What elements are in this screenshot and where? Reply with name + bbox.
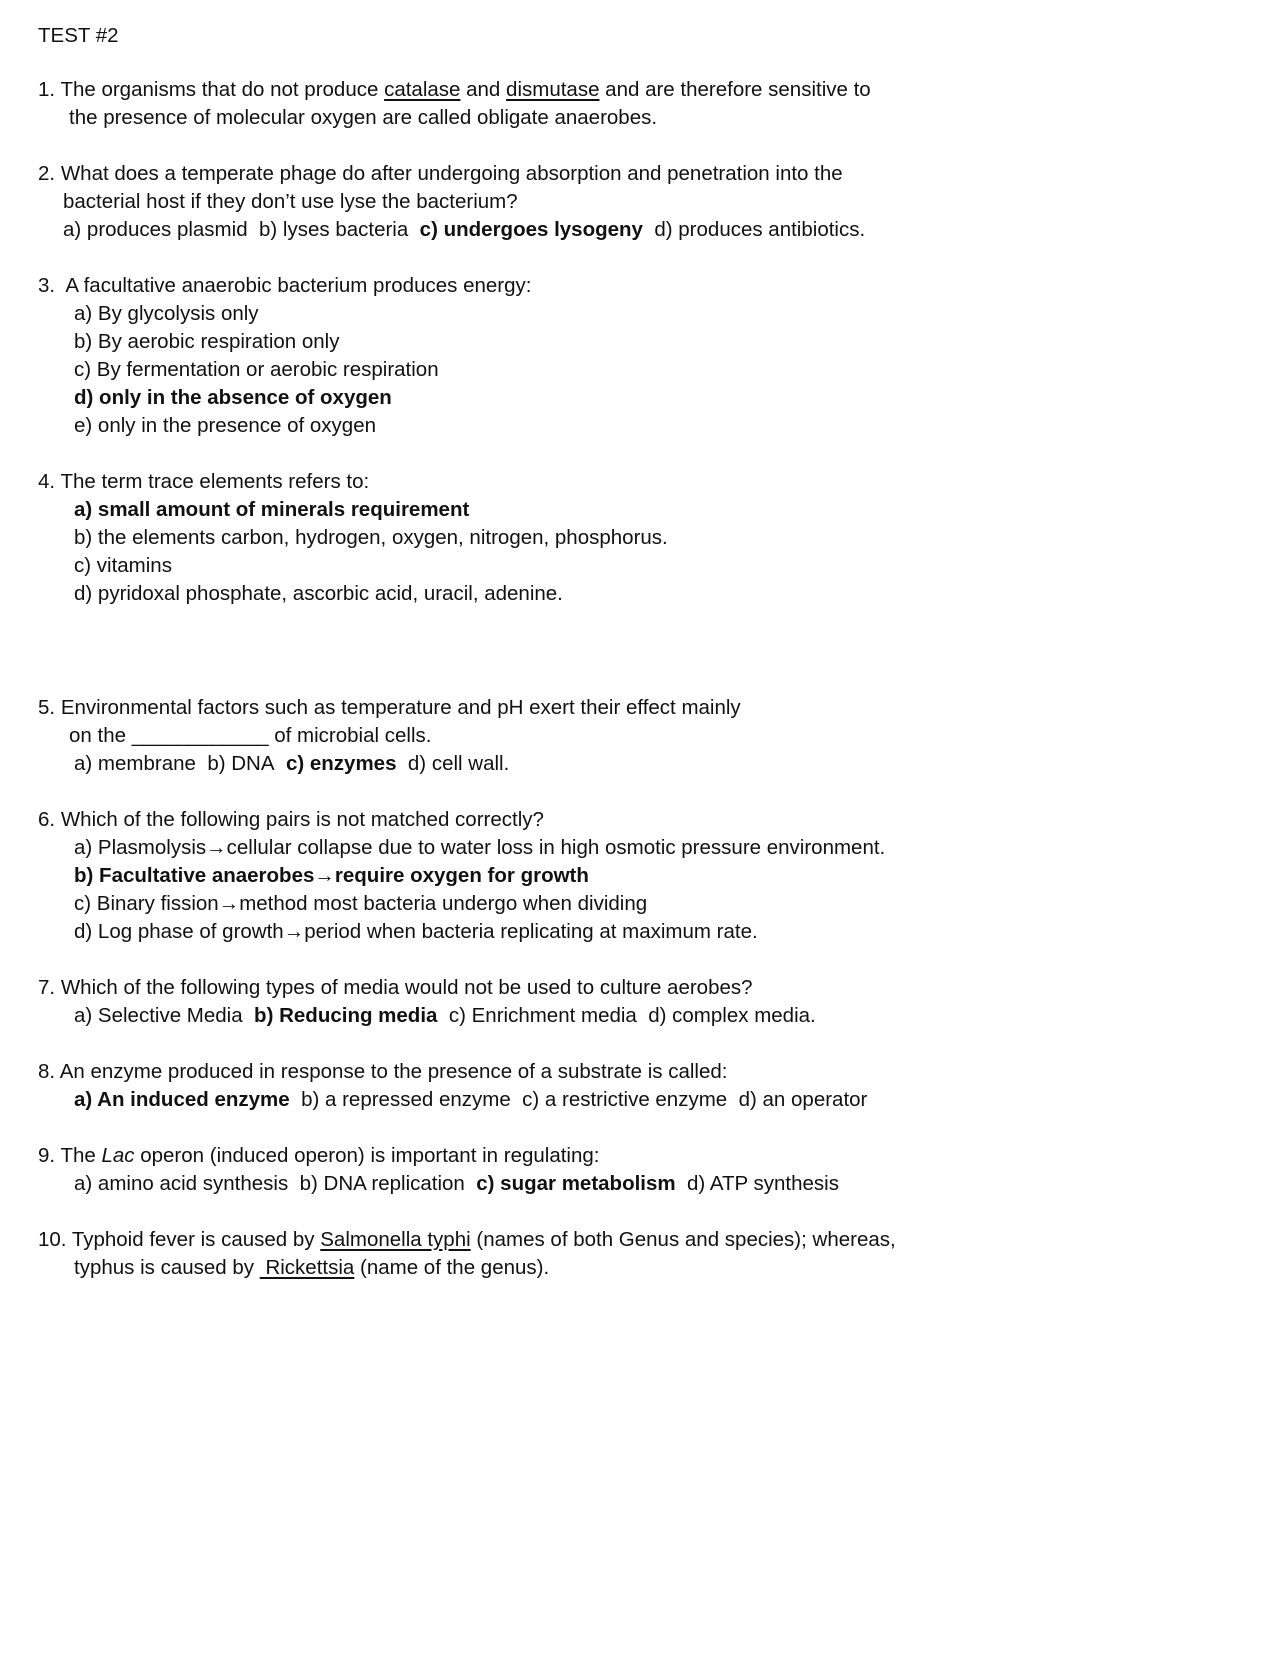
q6-b-right: require oxygen for growth <box>334 864 589 887</box>
q6-c-right: method most bacteria undergo when dividing <box>239 892 648 915</box>
q2-option-a: a) produces plasmid <box>63 218 248 241</box>
q2-option-c-answer: c) undergoes lysogeny <box>419 218 643 241</box>
q2-line-1 <box>38 160 843 188</box>
q7-number: 7. <box>38 976 56 999</box>
q7-stem-line <box>38 974 753 1002</box>
q10-text-2a: typhus is caused by <box>74 1256 260 1279</box>
q9-stem-a: The <box>60 1144 102 1167</box>
q3-number: 3. <box>38 274 56 297</box>
q9-option-a: a) amino acid synthesis <box>74 1172 289 1195</box>
q5-option-b: b) DNA <box>207 752 275 775</box>
q2-text-1: What does a temperate phage do after undergoing absorption and penetration into the <box>60 162 843 185</box>
q1-text-c: and are therefore sensitive to <box>599 78 871 101</box>
q5-text-2b: of microbial cells. <box>268 724 432 747</box>
q8-stem-line <box>38 1058 727 1086</box>
q8-options <box>74 1086 867 1114</box>
q3-stem: A facultative anaerobic bacterium produces energy: <box>65 274 532 297</box>
q3-option-e: e) only in the presence of oxygen <box>74 414 376 437</box>
q6-a-left: a) Plasmolysis <box>74 836 207 859</box>
q4-stem-line <box>38 468 369 496</box>
q8-option-a-answer: a) An induced enzyme <box>74 1088 290 1111</box>
q8-option-d: d) an operator <box>738 1088 868 1111</box>
q5-option-d: d) cell wall. <box>407 752 510 775</box>
q9-option-c-answer: c) sugar metabolism <box>476 1172 676 1195</box>
q6-stem-line <box>38 806 544 834</box>
q2-options <box>63 216 865 244</box>
q5-option-a: a) membrane <box>74 752 196 775</box>
q3-option-d-answer: d) only in the absence of oxygen <box>74 386 392 409</box>
q6-b-left: b) Facultative anaerobes <box>74 864 315 887</box>
q2-line-2: bacterial host if they don’t use lyse the bacterium? <box>63 190 518 213</box>
q4-option-d: d) pyridoxal phosphate, ascorbic acid, uracil, adenine. <box>74 582 563 605</box>
q8-stem: An enzyme produced in response to the presence of a substrate is called: <box>59 1060 728 1083</box>
q7-stem: Which of the following types of media would not be used to culture aerobes? <box>60 976 753 999</box>
q6-option-a <box>74 834 885 862</box>
q1-catalase: catalase <box>384 78 461 101</box>
q9-stem-line <box>38 1142 599 1170</box>
q6-option-c <box>74 890 647 918</box>
q5-text-2a: on the <box>69 724 132 747</box>
q5-line-1 <box>38 694 741 722</box>
q9-number: 9. <box>38 1144 56 1167</box>
q6-stem: Which of the following pairs is not matched correctly? <box>60 808 544 831</box>
arrow-right-icon: → <box>314 864 335 887</box>
q1-line-2: the presence of molecular oxygen are called obligate anaerobes. <box>69 106 658 129</box>
q7-option-b-answer: b) Reducing media <box>254 1004 438 1027</box>
q10-line-1 <box>38 1226 896 1254</box>
q9-lac: Lac <box>101 1144 135 1167</box>
q6-d-left: d) Log phase of growth <box>74 920 284 943</box>
q4-stem: The term trace elements refers to: <box>60 470 370 493</box>
q5-text-1: Environmental factors such as temperature and pH exert their effect mainly <box>60 696 741 719</box>
q9-options <box>74 1170 839 1198</box>
q10-salmonella: Salmonella typhi <box>320 1228 471 1251</box>
q5-line-2 <box>69 722 431 750</box>
q6-number: 6. <box>38 808 56 831</box>
q5-option-c-answer: c) enzymes <box>285 752 397 775</box>
q6-d-right: period when bacteria replicating at maximum rate. <box>304 920 758 943</box>
q7-option-c: c) Enrichment media <box>448 1004 637 1027</box>
q6-c-left: c) Binary fission <box>74 892 219 915</box>
q1-text-a: The organisms that do not produce <box>60 78 385 101</box>
q5-number: 5. <box>38 696 56 719</box>
q4-option-a-answer: a) small amount of minerals requirement <box>74 498 470 521</box>
arrow-right-icon: → <box>283 920 305 943</box>
q10-text-a: Typhoid fever is caused by <box>71 1228 321 1251</box>
q8-option-b: b) a repressed enzyme <box>301 1088 511 1111</box>
q4-option-c: c) vitamins <box>74 554 172 577</box>
q10-number: 10. <box>38 1228 67 1251</box>
q6-option-b-answer <box>74 862 589 890</box>
arrow-right-icon: → <box>206 836 227 859</box>
q7-option-a: a) Selective Media <box>74 1004 243 1027</box>
q3-option-b: b) By aerobic respiration only <box>74 330 340 353</box>
q1-dismutase: dismutase <box>506 78 600 101</box>
q4-option-b: b) the elements carbon, hydrogen, oxygen, nitrogen, phosphorus. <box>74 526 668 549</box>
q6-a-right: cellular collapse due to water loss in high osmotic pressure environment. <box>226 836 886 859</box>
q10-text-2b: (name of the genus). <box>354 1256 550 1279</box>
q6-option-d <box>74 918 758 946</box>
q8-option-c: c) a restrictive enzyme <box>522 1088 728 1111</box>
q9-stem-b: operon (induced operon) is important in regulating: <box>134 1144 600 1167</box>
q5-blank: ____________ <box>131 724 269 747</box>
arrow-right-icon: → <box>218 892 240 915</box>
q7-option-d: d) complex media. <box>648 1004 816 1027</box>
q9-option-b: b) DNA replication <box>299 1172 465 1195</box>
q8-number: 8. <box>38 1060 56 1083</box>
q2-option-b: b) lyses bacteria <box>259 218 409 241</box>
q10-rickettsia: Rickettsia <box>259 1256 355 1279</box>
q9-option-d: d) ATP synthesis <box>687 1172 839 1195</box>
q1-number: 1. <box>38 78 56 101</box>
q3-option-a: a) By glycolysis only <box>74 302 259 325</box>
q10-text-b: (names of both Genus and species); whereas, <box>470 1228 896 1251</box>
q1-text-b: and <box>460 78 507 101</box>
q3-stem-line <box>38 272 531 300</box>
q2-number: 2. <box>38 162 56 185</box>
q10-line-2 <box>74 1254 549 1282</box>
q3-option-c: c) By fermentation or aerobic respiration <box>74 358 439 381</box>
q4-number: 4. <box>38 470 56 493</box>
q1-line-1 <box>38 76 871 104</box>
test-title: TEST #2 <box>38 24 119 47</box>
q2-option-d: d) produces antibiotics. <box>654 218 866 241</box>
q5-options <box>74 750 509 778</box>
q7-options <box>74 1002 816 1030</box>
